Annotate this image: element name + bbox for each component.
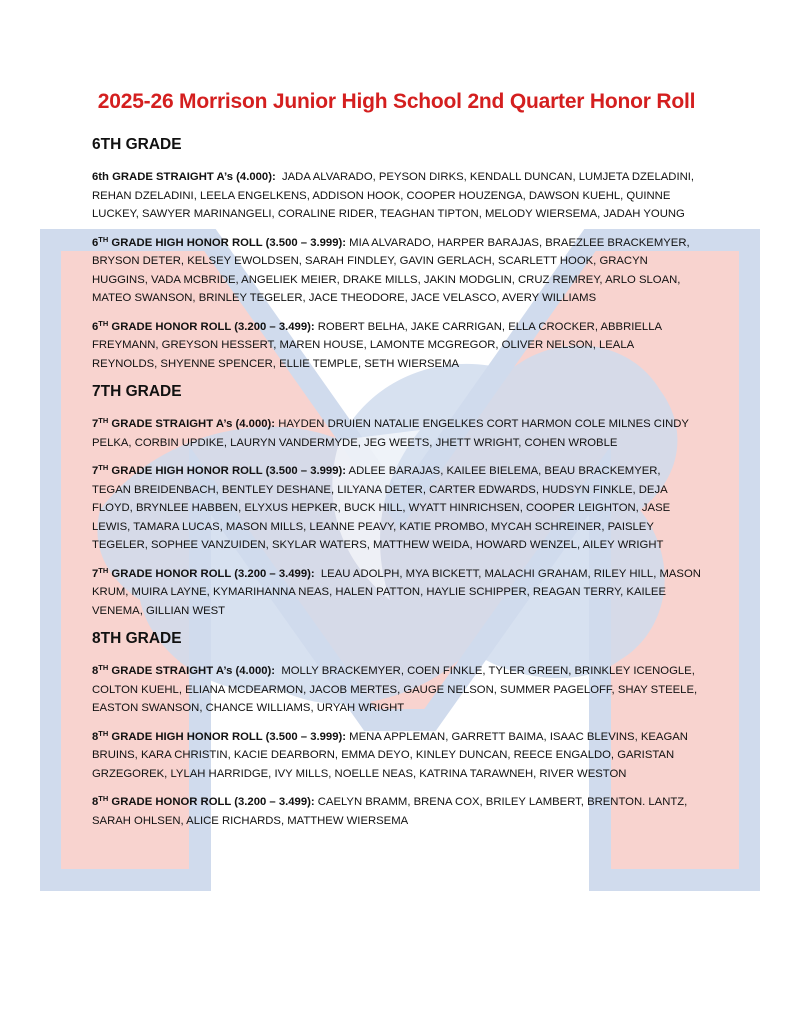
grade-number: 7: [92, 567, 99, 580]
sections-container: [92, 136, 705, 830]
category-title: GRADE HONOR ROLL (3.200 – 3.499):: [108, 567, 315, 580]
grade-section: [92, 383, 705, 620]
grade-number: 6th: [92, 171, 109, 183]
ordinal-suffix: TH: [98, 463, 109, 472]
grade-number: 7: [92, 418, 99, 430]
student-names: CAELYN BRAMM, BRENA COX, BRILEY LAMBERT, BRENTON. LANTZ, SARAH OHLSEN, ALICE RICHARDS, MATTHEW WIERSEMA: [92, 796, 691, 827]
honor-roll-entry: [92, 234, 701, 308]
grade-heading: 6TH GRADE: [92, 136, 182, 153]
grade-number: 8: [92, 796, 99, 808]
ordinal-suffix: TH: [98, 565, 109, 575]
category-label: [92, 565, 315, 580]
honor-roll-entry: [92, 662, 701, 718]
category-label: [92, 728, 347, 743]
honor-roll-entry: [92, 793, 701, 830]
honor-roll-entry: [92, 462, 701, 555]
honor-roll-entry: [92, 565, 705, 621]
student-names: ADLEE BARAJAS, KAILEE BIELEMA, BEAU BRACKEMYER, TEGAN BREIDENBACH, BENTLEY DESHANE, LILYANA DETER, CARTER EDWARDS, HUDSYN FINKLE, DEJA FLOYD, BRYNLEE HABBEN, ELYXUS HEPKER, BUCK HILL, WYATT HINRICHSEN, COOPER LEIGHTON, JASE LEWIS, TAMARA LUCAS, MASON MILLS, LEANNE PEAVY, KATIE PROMBO, MYCAH SCHREINER, PAISLEY TEGELER, SOPHEE VANZUIDEN, SKYLAR WATERS, MATTHEW WEIDA, HOWARD WENZEL, AILEY WRIGHT: [92, 465, 674, 551]
category-title: GRADE HIGH HONOR ROLL (3.500 – 3.999):: [108, 730, 347, 743]
page-title: 2025-26 Morrison Junior High School 2nd Quarter Honor Roll: [97, 90, 696, 113]
category-title: GRADE STRAIGHT A’s (4.000):: [108, 171, 276, 183]
student-names: ROBERT BELHA, JAKE CARRIGAN, ELLA CROCKER, ABBRIELLA FREYMANN, GREYSON HESSERT, MAREN HOUSE, LAMONTE MCGREGOR, OLIVER NELSON, LEALA REYNOLDS, SHYENNE SPENCER, ELLIE TEMPLE, SETH WIERSEMA: [92, 320, 665, 370]
grade-section: [92, 630, 701, 830]
grade-number: 8: [92, 665, 99, 677]
category-title: GRADE HIGH HONOR ROLL (3.500 – 3.999):: [108, 465, 347, 477]
category-label: [92, 665, 275, 677]
grade-heading: 8TH GRADE: [92, 630, 182, 647]
student-names: HAYDEN DRUIEN NATALIE ENGELKES CORT HARMON COLE MILNES CINDY PELKA, CORBIN UPDIKE, LAURYN VANDERMYDE, JEG WEETS, JHETT WRIGHT, COHEN WROBLE: [92, 418, 692, 449]
category-label: [92, 171, 276, 183]
grade-number: 8: [92, 730, 99, 743]
ordinal-suffix: TH: [98, 728, 109, 738]
grade-number: 6: [92, 236, 99, 249]
category-label: [92, 796, 315, 808]
student-names: JADA ALVARADO, PEYSON DIRKS, KENDALL DUNCAN, LUMJETA DZELADINI, REHAN DZELADINI, LEELA ENGELKENS, ADDISON HOOK, COOPER HOUZENGA, DAWSON KUEHL, QUINNE LUCKEY, SAWYER MARINANGELI, CORALINE RIDER, TEAGHAN TIPTON, MELODY WIERSEMA, JADAH YOUNG: [92, 171, 698, 220]
honor-roll-entry: [92, 168, 701, 224]
category-title: GRADE STRAIGHT A’s (4.000):: [108, 418, 276, 430]
honor-roll-entry: [92, 318, 701, 374]
category-title: GRADE HONOR ROLL (3.200 – 3.499):: [108, 796, 315, 808]
category-label: [92, 418, 275, 430]
category-label: [92, 234, 347, 249]
grade-section: [92, 136, 701, 373]
student-names: MIA ALVARADO, HARPER BARAJAS, BRAEZLEE BRACKEMYER, BRYSON DETER, KELSEY EWOLDSEN, SARAH FINDLEY, GAVIN GERLACH, SCARLETT HOOK, GRACYN HUGGINS, VADA MCBRIDE, ANGELIEK MEIER, DRAKE MILLS, JAKIN MODGLIN, CRUZ REMREY, ARLO SLOAN, MATEO SWANSON, BRINLEY TEGELER, JACE THEODORE, JACE VELASCO, AVERY WILLIAMS: [92, 236, 693, 304]
student-names: MENA APPLEMAN, GARRETT BAIMA, ISAAC BLEVINS, KEAGAN BRUINS, KARA CHRISTIN, KACIE DEARBORN, EMMA DEYO, KINLEY DUNCAN, REECE ENGALDO, GARISTAN GRZEGOREK, LYLAH HARRIDGE, IVY MILLS, NOELLE NEAS, KATRINA TARAWNEH, RIVER WESTON: [92, 730, 692, 780]
category-title: GRADE HIGH HONOR ROLL (3.500 – 3.999):: [108, 236, 347, 249]
category-title: GRADE STRAIGHT A’s (4.000):: [108, 665, 276, 677]
honor-roll-entry: [92, 728, 701, 784]
grade-number: 6: [92, 320, 99, 333]
ordinal-suffix: TH: [98, 234, 109, 244]
category-label: [92, 465, 346, 477]
ordinal-suffix: TH: [98, 794, 109, 803]
honor-roll-entry: [92, 415, 701, 452]
grade-heading: 7TH GRADE: [92, 383, 182, 400]
student-names: MOLLY BRACKEMYER, COEN FINKLE, TYLER GREEN, BRINKLEY ICENOGLE, COLTON KUEHL, ELIANA MCDEARMON, JACOB MERTES, GAUGE NELSON, SUMMER PAGELOFF, SHAY STEELE, EASTON SWANSON, CHANCE WILLIAMS, URYAH WRIGHT: [92, 665, 701, 714]
category-label: [92, 318, 315, 333]
ordinal-suffix: TH: [98, 318, 109, 328]
student-names: LEAU ADOLPH, MYA BICKETT, MALACHI GRAHAM, RILEY HILL, MASON KRUM, MUIRA LAYNE, KYMARIHANNA NEAS, HALEN PATTON, HAYLIE SCHIPPER, REAGAN TERRY, KAILEE VENEMA, GILLIAN WEST: [92, 567, 705, 617]
grade-number: 7: [92, 465, 99, 477]
category-title: GRADE HONOR ROLL (3.200 – 3.499):: [108, 320, 315, 333]
ordinal-suffix: TH: [98, 663, 109, 672]
ordinal-suffix: TH: [98, 416, 109, 425]
